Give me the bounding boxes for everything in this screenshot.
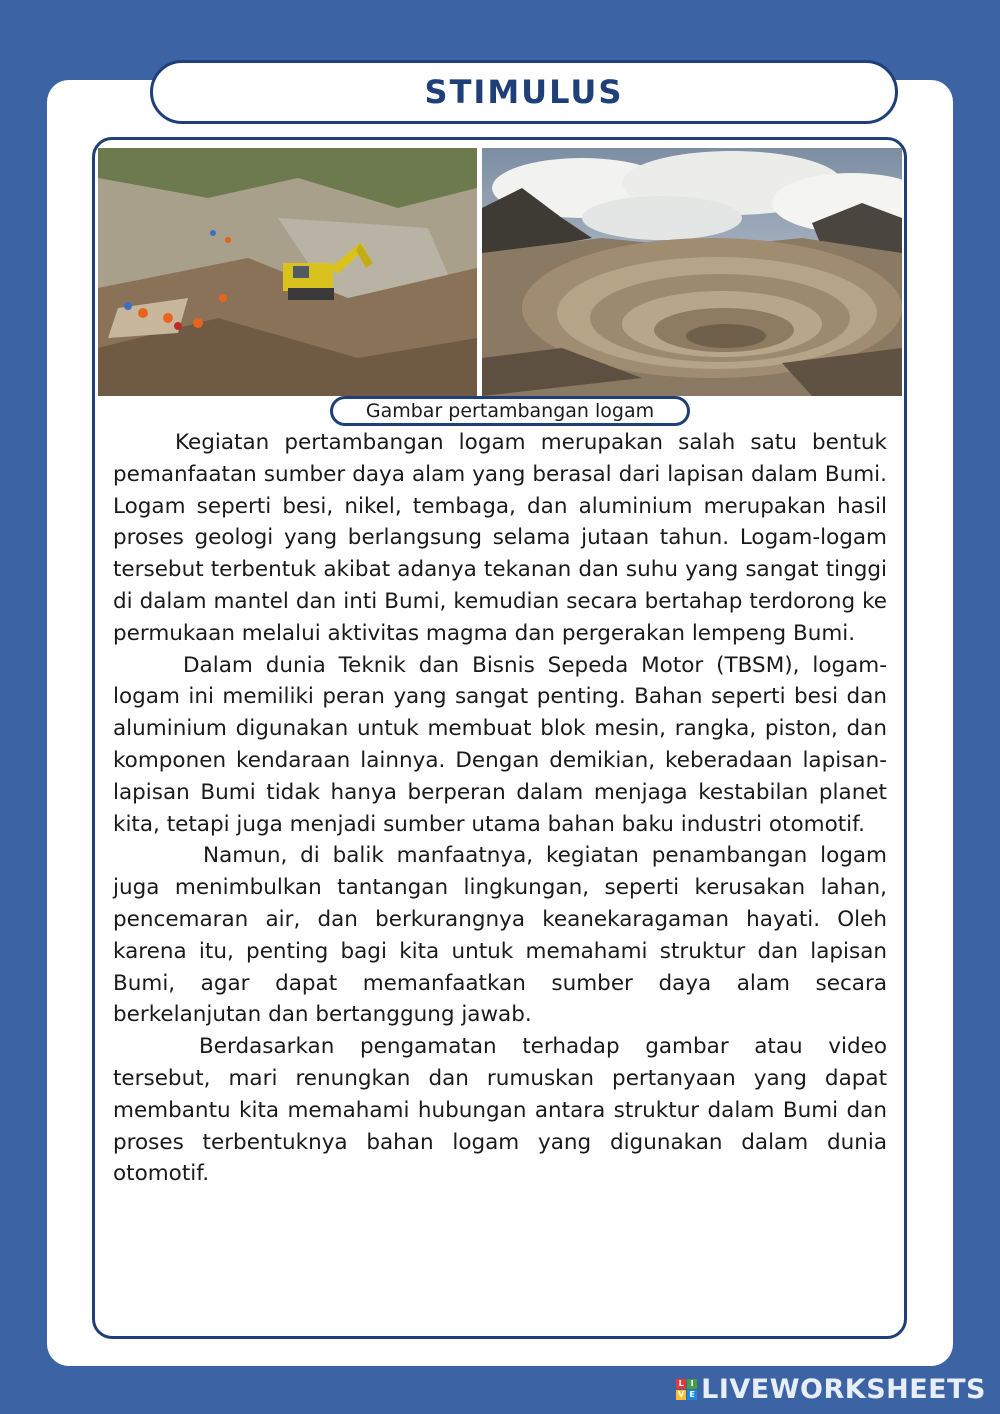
open-pit-mine-photo — [482, 148, 902, 396]
paragraph: Namun, di balik manfaatnya, kegiatan penambangan logam juga menimbulkan tantangan lingkungan, seperti kerusakan lahan, pencemaran air, dan berkurangnya keanekaragaman hayati. Oleh karena itu, penting bagi kita untuk memahami struktur dan lapisan Bumi, agar dapat memanfaatkan sumber daya alam secara berkelanjutan dan bertanggung jawab. — [113, 843, 887, 1028]
paragraph: Berdasarkan pengamatan terhadap gambar atau video tersebut, mari renungkan dan rumuskan pertanyaan yang dapat membantu kita memahami hubungan antara struktur dalam Bumi dan proses terbentuknya bahan logam yang digunakan dalam dunia otomotif. — [113, 1034, 887, 1187]
liveworksheets-logo-icon: L I V E — [676, 1379, 697, 1400]
paragraph: Kegiatan pertambangan logam merupakan salah satu bentuk pemanfaatan sumber daya alam yang berasal dari lapisan dalam Bumi. Logam seperti besi, nikel, tembaga, dan aluminium merupakan hasil proses geologi yang berlangsung selama jutaan tahun. Logam-logam tersebut terbentuk akibat adanya tekanan dan suhu yang sangat tinggi di dalam mantel dan inti Bumi, kemudian secara bertahap terdorong ke permukaan melalui aktivitas magma dan pergerakan lempeng Bumi. — [113, 430, 887, 646]
page-title: STIMULUS — [424, 73, 624, 111]
liveworksheets-watermark — [676, 1372, 986, 1406]
caption-text: Gambar pertambangan logam — [365, 400, 655, 422]
image-caption — [330, 396, 690, 426]
watermark-text: LIVEWORKSHEETS — [701, 1373, 986, 1405]
stimulus-text — [113, 427, 887, 1190]
paragraph: Dalam dunia Teknik dan Bisnis Sepeda Motor (TBSM), logam-logam ini memiliki peran yang sangat penting. Bahan seperti besi dan aluminium digunakan untuk membuat blok mesin, rangka, piston, dan komponen kendaraan lainnya. Dengan demikian, keberadaan lapisan-lapisan Bumi tidak hanya berperan dalam menjaga kestabilan planet kita, tetapi juga menjadi sumber utama bahan baku industri otomotif. — [113, 652, 887, 837]
excavator-mining-site-photo — [98, 148, 477, 396]
title-banner — [150, 60, 898, 124]
